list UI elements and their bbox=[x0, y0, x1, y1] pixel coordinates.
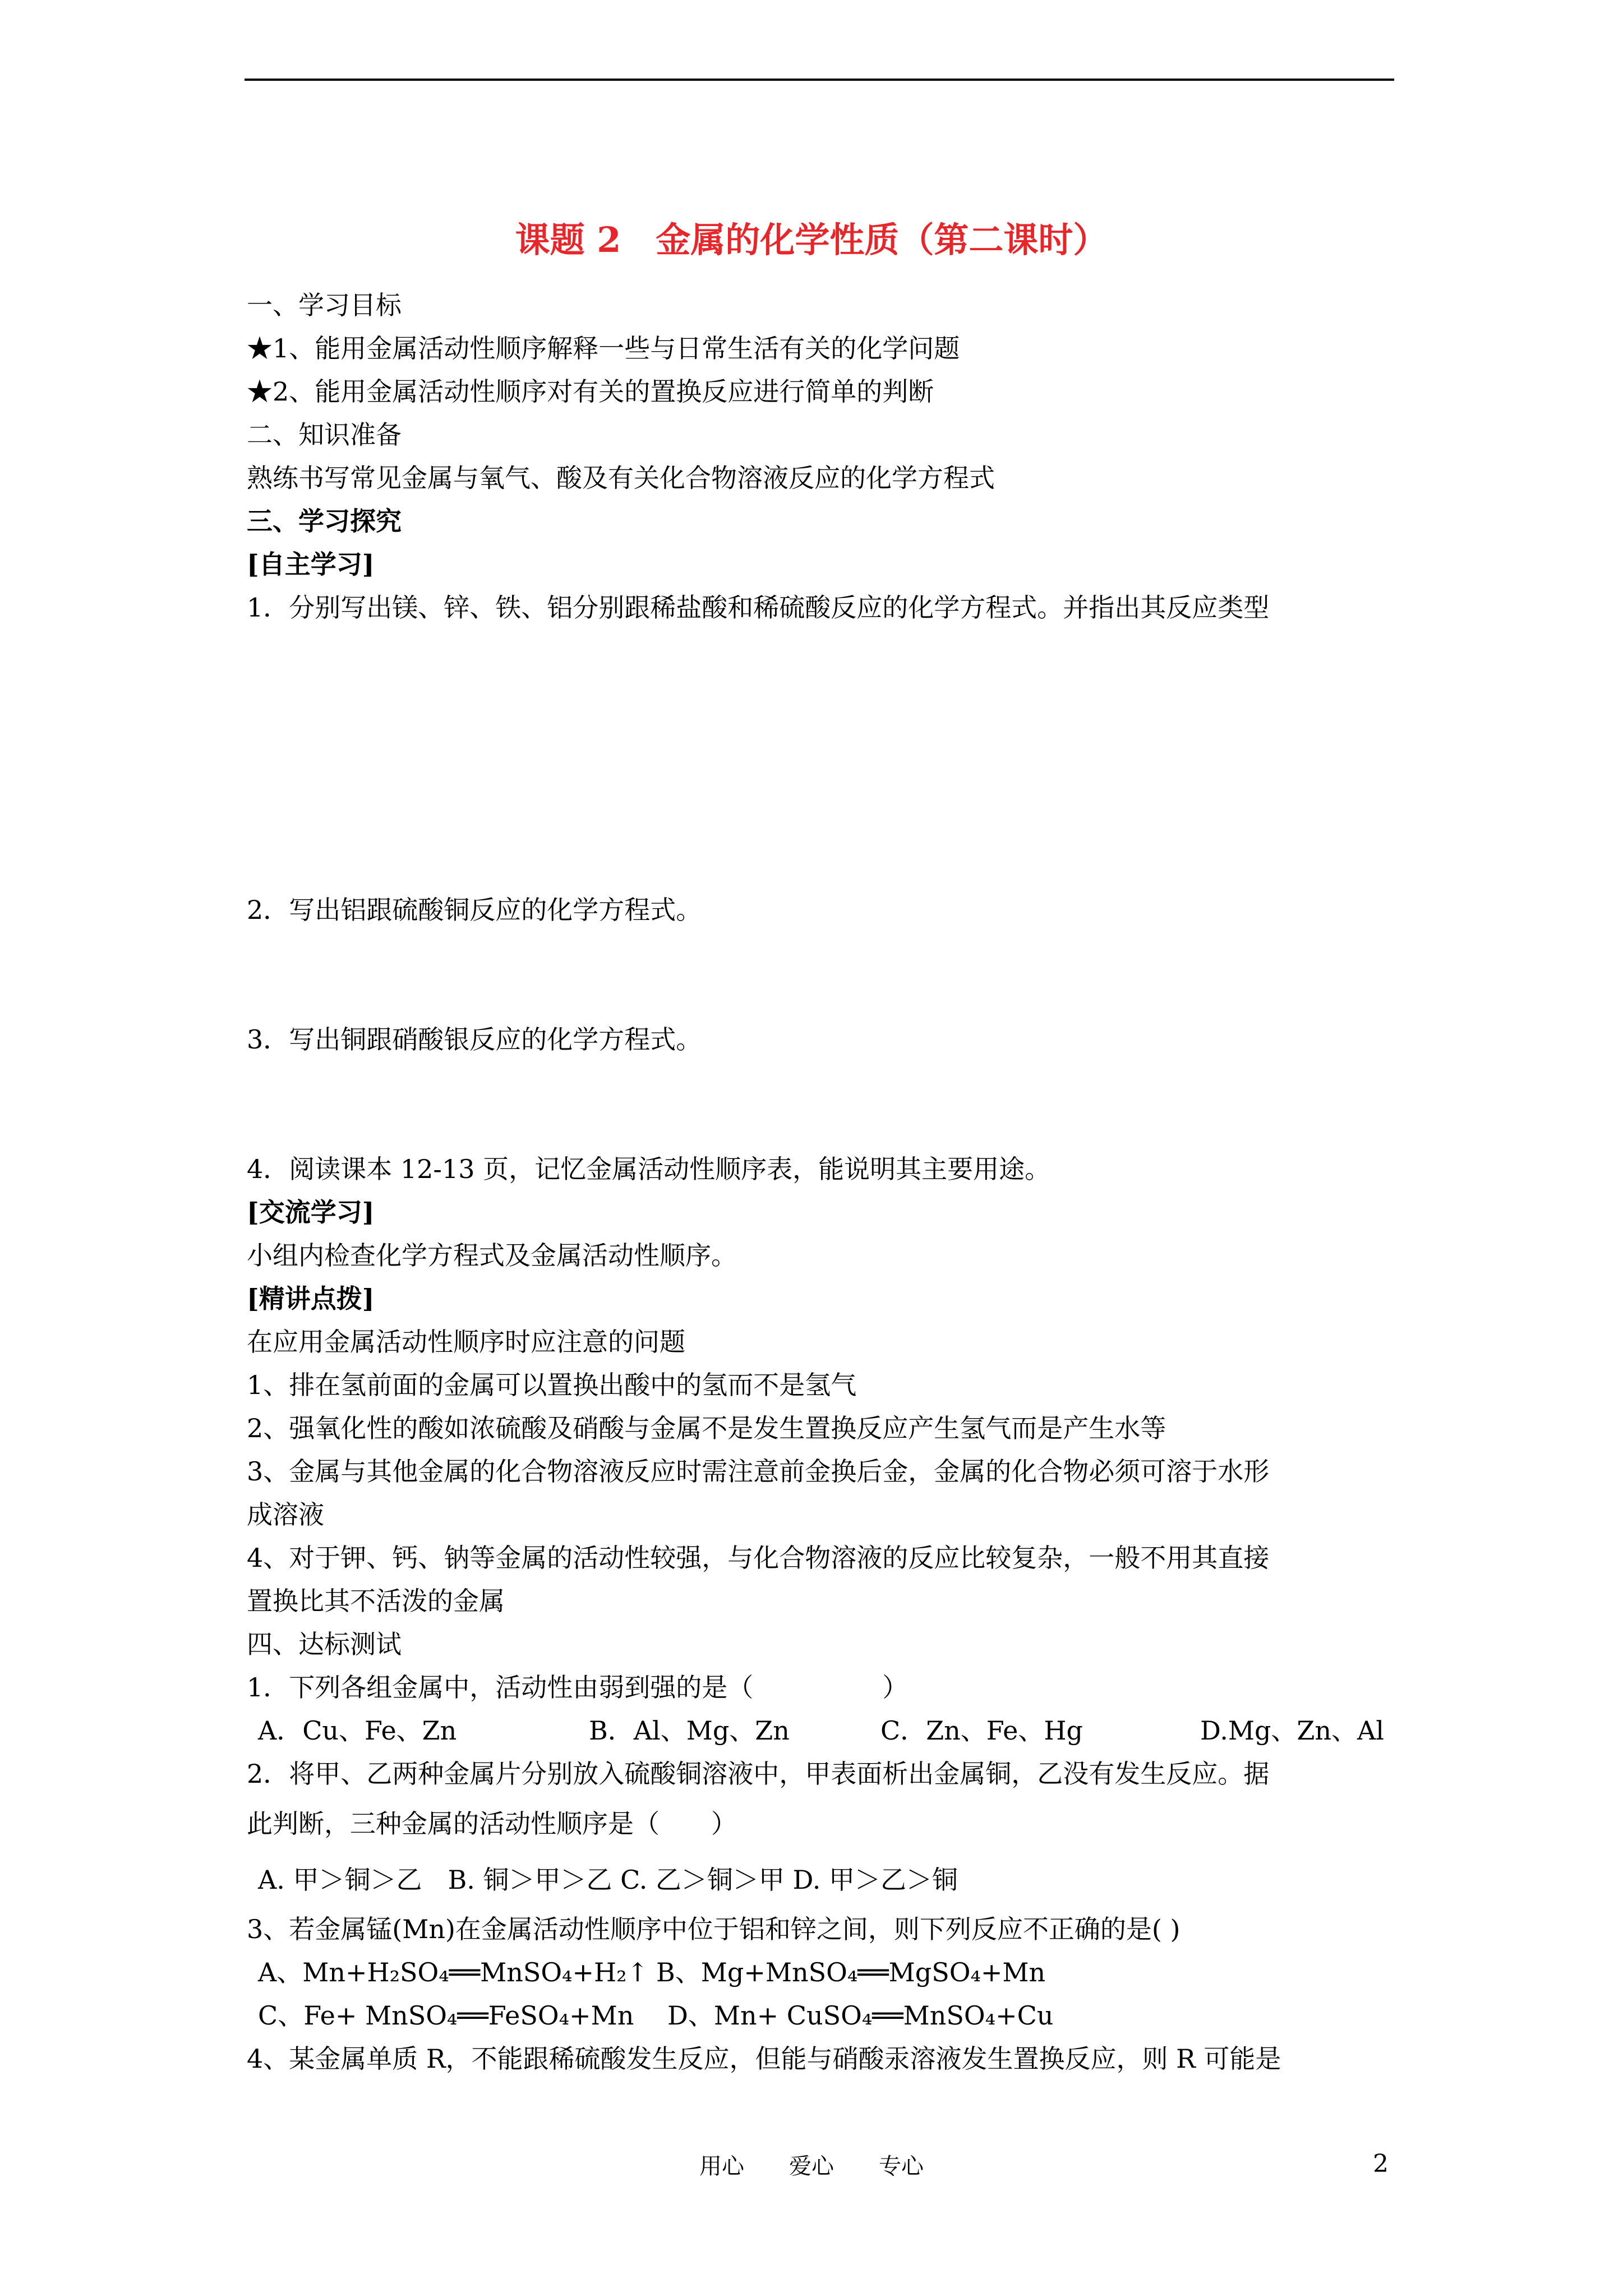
question-1: 1．分别写出镁、锌、铁、铝分别跟稀盐酸和稀硫酸反应的化学方程式。并指出其反应类型 bbox=[247, 592, 1270, 623]
explain-point-4-cont: 置换比其不活泼的金属 bbox=[247, 1586, 505, 1616]
document-body bbox=[247, 284, 1391, 2081]
section-heading-test: 四、达标测试 bbox=[247, 1629, 402, 1659]
test-question-2-cont: 此判断，三种金属的活动性顺序是（ ） bbox=[247, 1809, 737, 1839]
footer-motto: 用心 爱心 专心 bbox=[699, 2154, 924, 2179]
explain-point-3: 3、金属与其他金属的化合物溶液反应时需注意前金换后金，金属的化合物必须可溶于水形 bbox=[247, 1456, 1270, 1487]
explain-heading: [精讲点拨] bbox=[247, 1283, 375, 1314]
option-c: C．Zn、Fe、Hg bbox=[880, 1715, 1083, 1746]
section-heading-preparation: 二、知识准备 bbox=[247, 420, 402, 450]
test-question-3-options-ab bbox=[247, 1951, 1391, 1994]
test-question-2-options: A. 甲＞铜＞乙 B. 铜＞甲＞乙 C. 乙＞铜＞甲 D. 甲＞乙＞铜 bbox=[258, 1865, 958, 1895]
exchange-text: 小组内检查化学方程式及金属活动性顺序。 bbox=[247, 1240, 737, 1271]
page-title: 课题 2 金属的化学性质（第二课时） bbox=[515, 219, 1108, 260]
option-b: B．Al、Mg、Zn bbox=[589, 1715, 790, 1746]
question-4: 4．阅读课本 12-13 页，记忆金属活动性顺序表，能说明其主要用途。 bbox=[247, 1154, 1051, 1184]
answer-space-2 bbox=[247, 932, 1391, 1018]
test-question-2: 2．将甲、乙两种金属片分别放入硫酸铜溶液中，甲表面析出金属铜，乙没有发生反应。据 bbox=[247, 1759, 1270, 1789]
option-d: D、Mn+ CuSO₄══MnSO₄+Cu bbox=[667, 2000, 1054, 2031]
explain-point-3-cont: 成溶液 bbox=[247, 1499, 324, 1530]
exchange-heading: [交流学习] bbox=[247, 1197, 375, 1227]
option-b: B、Mg+MnSO₄══MgSO₄+Mn bbox=[656, 1957, 1046, 1987]
self-study-heading: [自主学习] bbox=[247, 549, 375, 579]
preparation-text: 熟练书写常见金属与氧气、酸及有关化合物溶液反应的化学方程式 bbox=[247, 463, 995, 493]
explain-point-4: 4、对于钾、钙、钠等金属的活动性较强，与化合物溶液的反应比较复杂，一般不用其直接 bbox=[247, 1543, 1270, 1573]
option-c: C、Fe+ MnSO₄══FeSO₄+Mn bbox=[258, 2000, 634, 2031]
test-question-1: 1．下列各组金属中，活动性由弱到强的是（ ） bbox=[247, 1672, 909, 1703]
section-heading-exploration: 三、学习探究 bbox=[247, 506, 402, 536]
answer-space-3 bbox=[247, 1061, 1391, 1148]
option-a: A．Cu、Fe、Zn bbox=[258, 1715, 457, 1746]
test-question-3: 3、若金属锰(Mn)在金属活动性顺序中位于铝和锌之间，则下列反应不正确的是( ) bbox=[247, 1914, 1181, 1944]
objective-1: ★1、能用金属活动性顺序解释一些与日常生活有关的化学问题 bbox=[247, 333, 960, 364]
explain-point-2: 2、强氧化性的酸如浓硫酸及硝酸与金属不是发生置换反应产生氢气而是产生水等 bbox=[247, 1413, 1166, 1443]
section-heading-objectives: 一、学习目标 bbox=[247, 290, 402, 320]
question-2: 2．写出铝跟硫酸铜反应的化学方程式。 bbox=[247, 895, 702, 925]
test-question-4: 4、某金属单质 R，不能跟稀硫酸发生反应，但能与硝酸汞溶液发生置换反应，则 R 可能是 bbox=[247, 2044, 1281, 2074]
explain-intro: 在应用金属活动性顺序时应注意的问题 bbox=[247, 1327, 685, 1357]
answer-space-1 bbox=[247, 629, 1391, 889]
option-a: A、Mn+H₂SO₄══MnSO₄+H₂↑ bbox=[258, 1957, 649, 1987]
header-rule bbox=[245, 79, 1394, 81]
test-question-3-options-cd bbox=[247, 1994, 1391, 2037]
page-number: 2 bbox=[1373, 2150, 1389, 2178]
explain-point-1: 1、排在氢前面的金属可以置换出酸中的氢而不是氢气 bbox=[247, 1370, 857, 1400]
question-3: 3．写出铜跟硝酸银反应的化学方程式。 bbox=[247, 1024, 702, 1055]
option-d: D.Mg、Zn、Al bbox=[1200, 1715, 1384, 1746]
test-question-1-options bbox=[247, 1709, 1391, 1752]
objective-2: ★2、能用金属活动性顺序对有关的置换反应进行简单的判断 bbox=[247, 376, 934, 407]
